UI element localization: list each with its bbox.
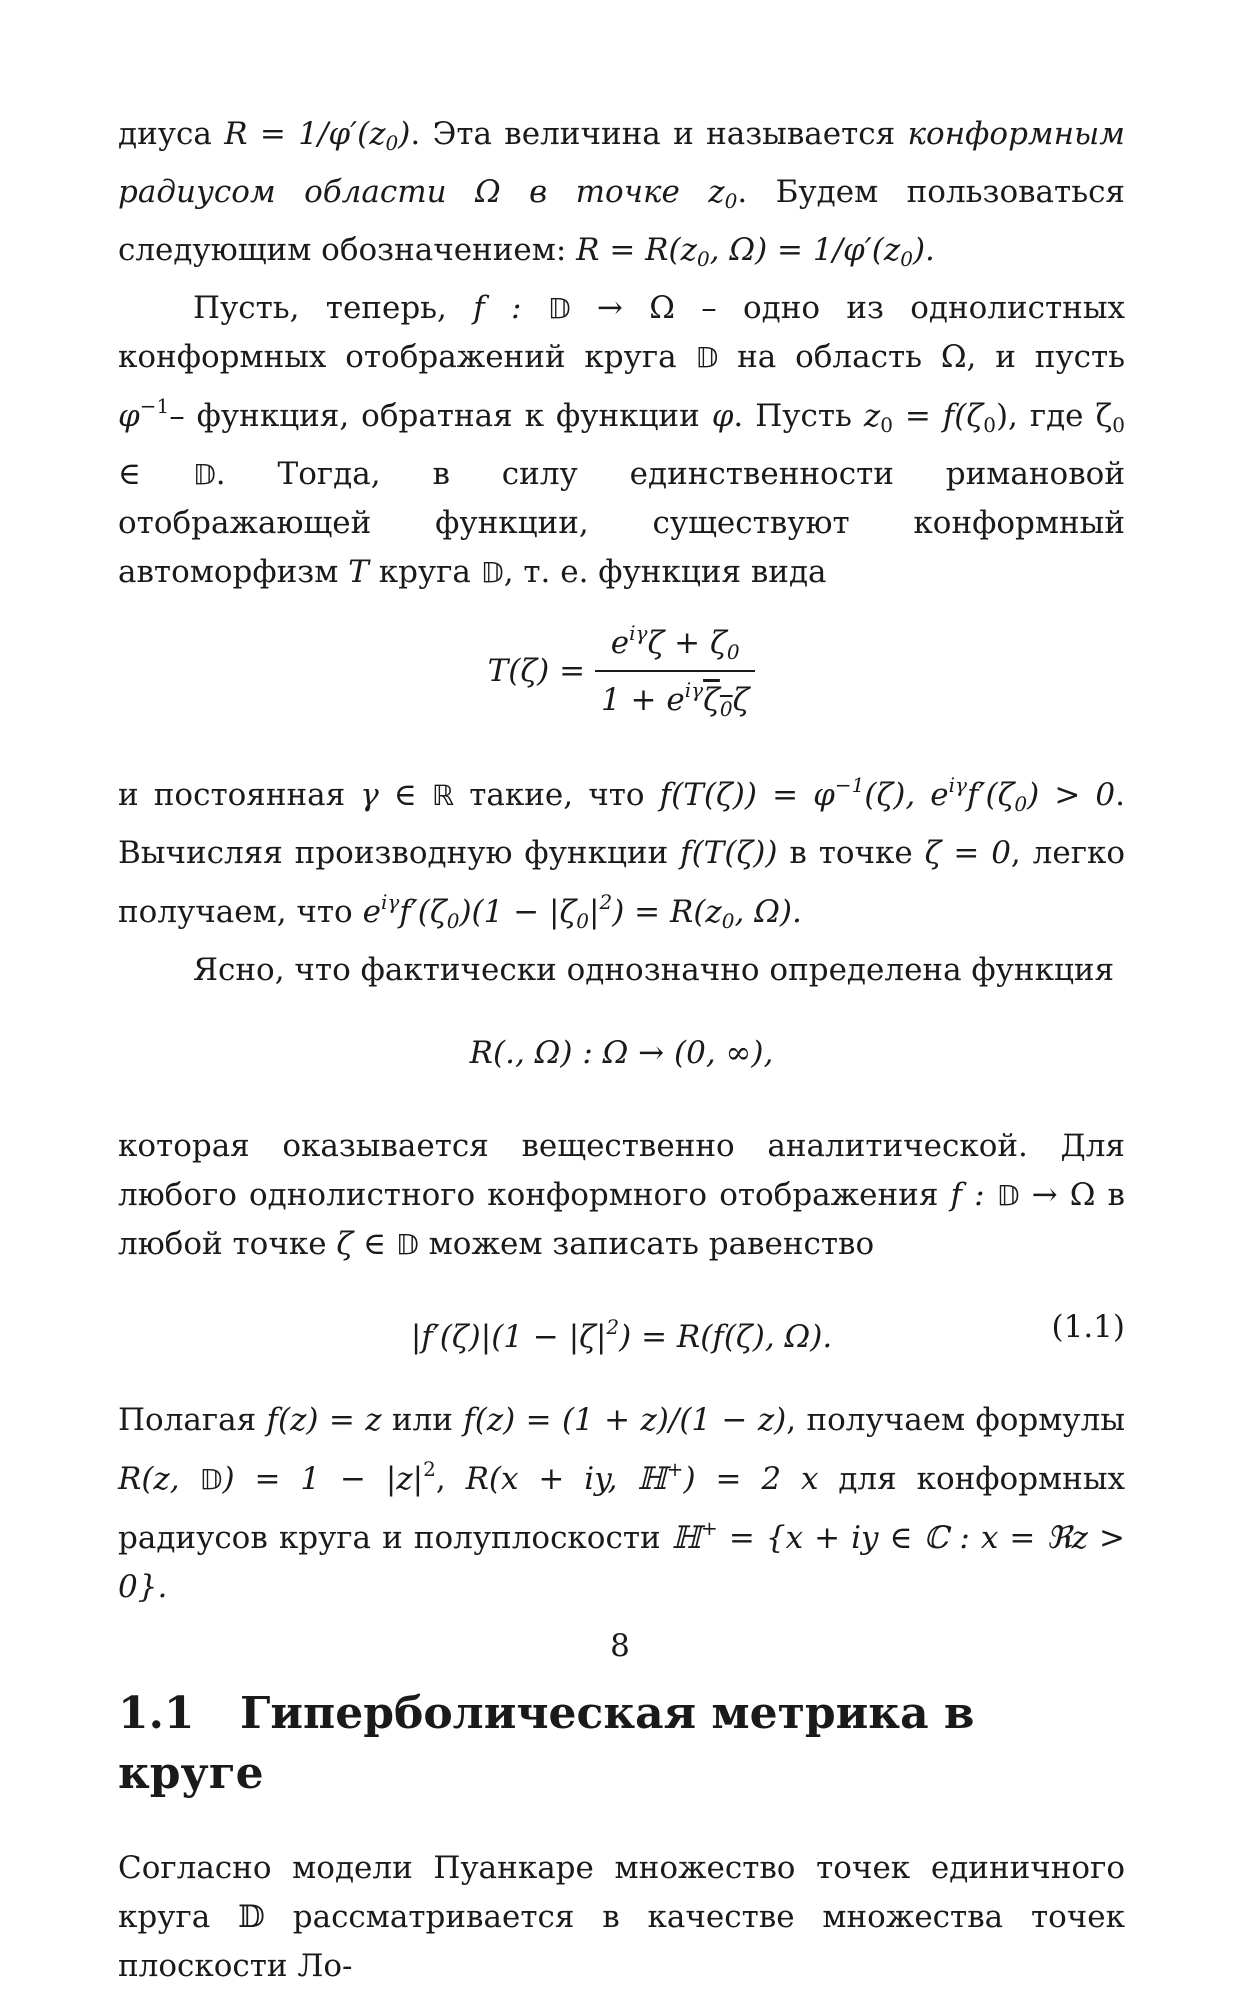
text: . Будем пользоваться следующим обозначением: <box>118 174 1125 268</box>
emphasis-text: конформным радиусом области Ω в точке <box>118 116 1125 210</box>
paragraph-mapping: Пусть, теперь, f : 𝔻 → Ω – одно из однолистных конформных отображений круга 𝔻 на область Ω, и пусть $\varphi^{-1}-$ функция, обратная к функции φ. Пусть $z_0 = f(\zeta_0)$, где $\zeta_0$ ∈ 𝔻. Тогда, в силу единственности римановой отображающей функции, существуют конформный автоморфизм T круга 𝔻, т. е. функция вида <box>118 290 1126 590</box>
equation-automorphism: T(ζ) = $\frac{e^{i\gamma}\zeta + \zeta_0}{1 + e^{i\gamma}\overline{\zeta}_0\zeta}$ <box>118 621 1125 733</box>
paragraph-formulas: Полагая f(z) = z или f(z) = (1 + z)/(1 − z), получаем формулы R(z, 𝔻) = $1 - |z|^2$, R(x + iy, ℍ+) = 2 x для конформных радиусов круга и полуплоскости ℍ+ = {x + iy ∈ ℂ : x = ℜz > 0}. <box>118 1402 1125 1605</box>
text: диуса <box>118 116 225 152</box>
page-number: 8 <box>610 1628 630 1664</box>
math-inline: $R = R(z_0$, $\Omega) = 1/\varphi'(z_0)$. <box>576 232 935 271</box>
paragraph-constant: и постоянная γ ∈ ℝ такие, что $f(T(\zeta)) = \varphi^{-1}(\zeta)$, $e^{i\gamma}f'(\zeta_0) > 0$. Вычисляя производную функции f(T(ζ)) в точке ζ = 0, легко получаем, что $e^{i\gamma}f'(\zeta_0)(1 - |\zeta_0|^2) = R(z_0$, Ω). <box>118 773 1126 933</box>
section-number: 1.1 <box>118 1688 195 1739</box>
paragraph-function-defined: Ясно, что фактически однозначно определена функция <box>193 952 1115 988</box>
page-content <box>118 110 1125 1991</box>
section-title: Гиперболическая метрика в круге <box>118 1688 975 1799</box>
paragraph-poincare: Согласно модели Пуанкаре множество точек единичного круга 𝔻 рассматривается в качестве множества точек плоскости Ло- <box>118 1850 1125 1984</box>
math-inline: $R = 1/\varphi'(z_0)$ <box>224 116 411 155</box>
math-inline: $z_0$ <box>708 174 738 213</box>
equation-number: (1.1) <box>1051 1309 1125 1345</box>
fraction: $\frac{e^{i\gamma}\zeta + \zeta_0}{1 + e^{i\gamma}\overline{\zeta}_0\zeta}$ <box>595 621 755 721</box>
section-heading <box>118 1684 1125 1804</box>
equation-conformal-radius-function: R(., Ω) : Ω → (0, ∞), <box>469 1035 774 1071</box>
text: . Эта величина и называется <box>410 116 908 152</box>
equation-1-1: $|f'(\zeta)|(1 - |\zeta|^2) = R(f(\zeta)$, Ω). (1.1) <box>118 1303 1125 1362</box>
paragraph-conformal-radius <box>118 110 1125 284</box>
paragraph-analytic: которая оказывается вещественно аналитической. Для любого однолистного конформного отображения f : 𝔻 → Ω в любой точке ζ ∈ 𝔻 можем записать равенство <box>118 1128 1125 1262</box>
